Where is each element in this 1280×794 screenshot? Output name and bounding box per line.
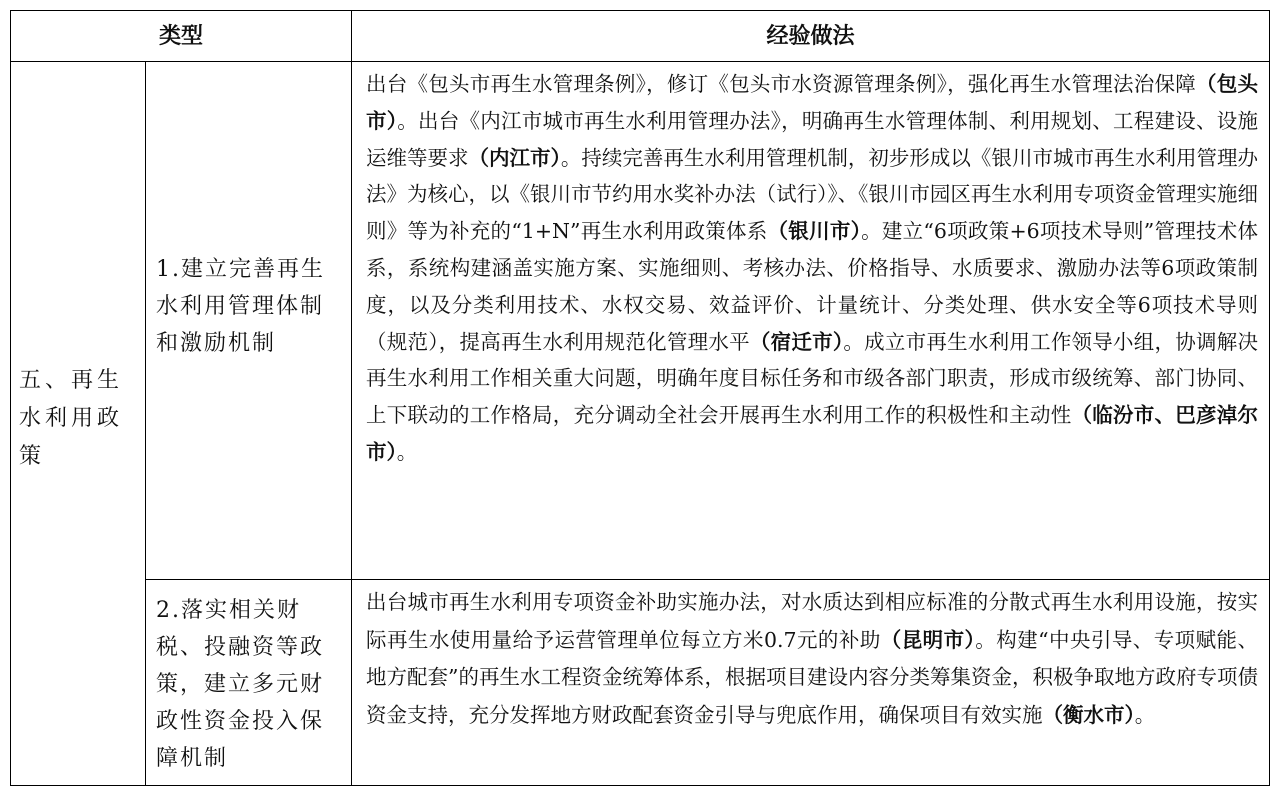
text-segment: 。构建“中央引导、专项赋能、地方配套”的再生水工程资金统筹体系，根据项目建设内容分类筹集资金，积极争取地方政府专项债资金支持，充分发挥地方财政配套资金引导与兜底作用，确保项目有效实施 — [366, 627, 1259, 727]
experience-cell-1 — [352, 62, 1269, 580]
text-segment: 出台城市再生水利用专项资金补助实施办法，对水质达到相应标准的分散式再生水利用设施，按实际再生水使用量给予运营管理单位每立方米0.7元的补助 — [366, 590, 1258, 652]
policy-table — [10, 10, 1270, 786]
city-tag: （宿迁市） — [749, 329, 844, 354]
city-tag: （内江市） — [468, 145, 561, 170]
experience-text-1 — [366, 66, 1258, 471]
city-tag: （包头市） — [366, 72, 1259, 133]
subtype-cell-1 — [146, 62, 352, 580]
subtype-cell-2 — [146, 580, 352, 785]
subtype-label-1: 1.建立完善再生水利用管理体制和激励机制 — [156, 257, 325, 356]
text-segment: 。出台《内江市城市再生水利用管理办法》，明确再生水管理体制、利用规划、工程建设、设施运维等要求 — [366, 108, 1259, 170]
city-tag: （银川市） — [767, 219, 862, 244]
text-segment: 出台《包头市再生水管理条例》，修订《包头市水资源管理条例》，强化再生水管理法治保障 — [366, 72, 1197, 96]
text-segment: 。 — [396, 439, 418, 464]
header-experience: 经验做法 — [766, 24, 855, 49]
city-tag: （衡水市） — [1042, 702, 1135, 727]
text-segment: 。持续完善再生水利用管理机制，初步形成以《银川市城市再生水利用管理办法》为核心，以《银川市节约用水奖补办法（试行）》、《银川市园区再生水利用专项资金管理实施细则》等为补充的“1+N”再生水利用政策体系 — [366, 145, 1259, 244]
subtype-label-2: 2.落实相关财税、投融资等政策，建立多元财政性资金投入保障机制 — [156, 598, 325, 771]
experience-cell-2 — [352, 580, 1269, 785]
text-segment: 。建立“6项政策+6项技术导则”管理技术体系，系统构建涵盖实施方案、实施细则、考核办法、价格指导、水质要求、激励办法等6项政策制度，以及分类利用技术、水权交易、效益评价、计量统计、分类处理、供水安全等6项技术导则（规范），提高再生水利用规范化管理水平 — [366, 219, 1259, 354]
header-type: 类型 — [11, 11, 352, 61]
experience-text-2 — [366, 584, 1258, 734]
city-tag: （临汾市、巴彦淖尔市） — [366, 403, 1258, 464]
category-cell — [11, 62, 146, 785]
text-segment: 。成立市再生水利用工作领导小组，协调解决再生水利用工作相关重大问题，明确年度目标任务和市级各部门职责，形成市级统筹、部门协同、上下联动的工作格局，充分调动全社会开展再生水利用工作的积极性和主动性 — [366, 329, 1259, 428]
table-header-row — [11, 11, 1269, 62]
city-tag: （昆明市） — [880, 627, 976, 652]
text-segment: 。 — [1134, 702, 1156, 727]
category-label: 五、再生水利用政策 — [19, 368, 124, 469]
